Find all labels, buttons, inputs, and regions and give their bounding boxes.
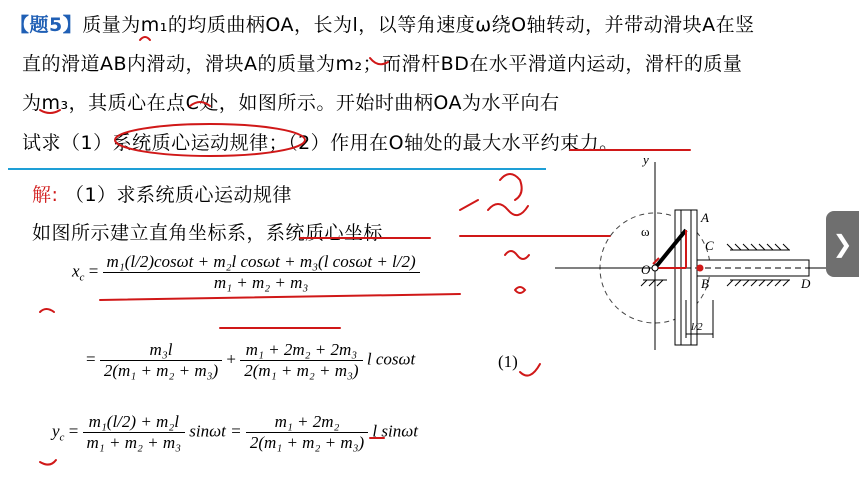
problem-line-4: 试求（1）系统质心运动规律；（2）作用在O轴处的最大水平约束力。 <box>22 132 619 154</box>
label-C: C <box>705 238 714 253</box>
xc-fraction: $\frac{\text{m₁(l/2)cosωt + m₂l cosωt + m₃(l cosωt + l/2)}}{\text{m₁ + m₂ + m₃}}$ <box>103 252 420 293</box>
equation-xc: $x_c$ = $\frac{\text{m₁(l/2)cosωt + m₂l cosωt + m₃(l cosωt + l/2)}}{\text{m₁ + m₂ + m₃}}$ <box>72 252 420 293</box>
solution-label: 解: <box>32 184 59 206</box>
label-O: O <box>641 262 651 277</box>
equation-yc: $y_c$ = $\frac{\text{m₁(l/2) + m₂l}}{\text{m₁ + m₂ + m₃}}$ sinωt = $\frac{\text{m₁ + 2m₂}}{\text{2(m₁ + m₂ + m₃)}}$ l sinωt <box>52 412 418 452</box>
solution-setup: 如图所示建立直角坐标系，系统质心坐标 <box>32 222 384 244</box>
label-omega: ω <box>641 224 650 239</box>
equation-xc-simplified: = $\frac{\text{m₃l}}{\text{2(m₁ + m₂ + m₃)}}$ + $\frac{\text{m₁ + 2m₂ + 2m₃}}{\text{2(m₁ + m₂ + m₃)}}$ l cosωt <box>86 340 416 380</box>
label-D: D <box>801 276 811 291</box>
horizontal-rod <box>697 260 809 276</box>
label-l2: l/2 <box>691 321 703 333</box>
problem-line-3: 为m₃，其质心在点C处，如图所示。开始时曲柄OA为水平向右 <box>22 92 560 114</box>
problem-line-1: 【题5】质量为m₁的均质曲柄OA，长为l，以等角速度ω绕O轴转动，并带动滑块A在竖 <box>10 14 755 36</box>
problem-line-2: 直的滑道AB内滑动，滑块A的质量为m₂；而滑杆BD在水平滑道内运动，滑杆的质量 <box>22 53 743 75</box>
solution-part1: （1）求系统质心运动规律 <box>64 184 293 206</box>
mechanism-figure <box>555 150 855 360</box>
equation-number: (1) <box>498 352 518 371</box>
label-A: A <box>701 210 709 225</box>
label-B: B <box>701 276 709 291</box>
next-slide-button[interactable] <box>826 211 859 277</box>
chevron-right-icon: ❯ <box>832 230 853 258</box>
y-axis-label: y <box>643 152 649 167</box>
problem-tag: 【题5】 <box>10 14 83 36</box>
